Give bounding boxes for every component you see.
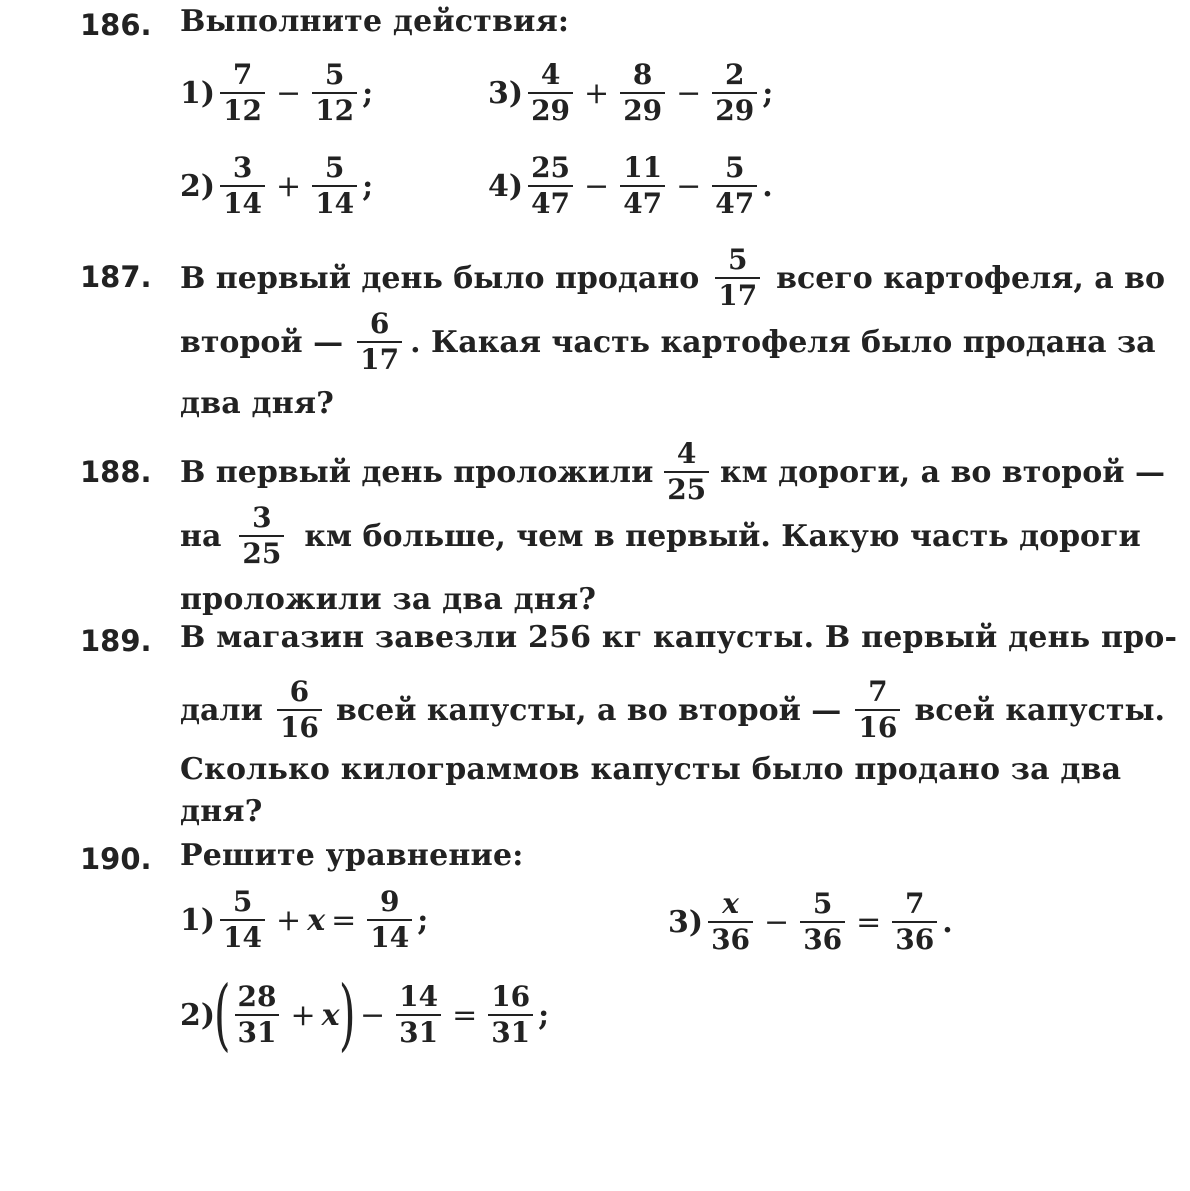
minus-sign: − [584,168,610,204]
problem-188-line-2 [180,498,1165,574]
denominator: 12 [223,94,263,127]
left-parenthesis: ( [213,970,231,1060]
problem-186-item-4 [488,145,773,227]
problem-189-line-3: Сколько килограммов капусты было продано за два [180,752,1122,787]
denominator: 47 [531,187,571,220]
denominator: 31 [399,1016,439,1049]
semicolon: ; [362,168,374,204]
problem-190-item-2 [180,970,549,1060]
denominator: 47 [623,187,663,220]
variable-x: x [321,997,340,1033]
numerator: 6 [369,307,390,340]
fraction [312,151,357,220]
minus-sign: − [359,997,386,1033]
numerator: 25 [531,151,571,184]
denominator: 36 [803,923,843,956]
fraction [277,675,322,744]
denominator: 16 [858,711,898,744]
item-label: 2) [180,168,216,204]
numerator: 5 [812,887,833,920]
problem-186-title: Выполните действия: [180,4,570,39]
text: всей капусты. [914,692,1165,728]
problem-number-187: 187. [80,260,152,294]
fraction [367,885,412,954]
equals-sign: = [331,902,357,938]
fraction [220,58,265,127]
problem-190-item-1 [180,882,428,958]
minus-sign: − [676,168,702,204]
denominator: 14 [223,921,263,954]
fraction [855,675,900,744]
denominator: 17 [718,279,758,312]
fraction [220,885,265,954]
problem-186-item-1 [180,52,373,134]
period: . [942,904,953,940]
denominator: 31 [237,1016,277,1049]
denominator: 14 [315,187,355,220]
fraction [528,151,573,220]
fraction [357,307,402,376]
item-label: 2) [180,997,216,1033]
text: км дороги, а во второй — [720,454,1165,490]
equals-sign: = [452,997,478,1033]
problem-186-item-3 [488,52,773,134]
numerator: 5 [324,58,345,91]
problem-187-line-3: два дня? [180,386,335,421]
item-label: 4) [488,168,524,204]
numerator: 5 [728,243,748,276]
problem-186-item-2 [180,145,373,227]
semicolon: ; [762,75,774,111]
problem-190-item-3 [668,884,953,960]
fraction [312,58,357,127]
problem-189-line-2 [180,672,1165,748]
text: всей капусты, а во второй — [336,692,842,728]
period: . [762,168,773,204]
fraction [220,151,265,220]
denominator: 31 [491,1016,531,1049]
item-label: 3) [668,904,704,940]
problem-number-189: 189. [80,624,152,658]
numerator: 7 [868,675,888,708]
numerator: 5 [725,151,745,184]
denominator: 29 [531,94,571,127]
problem-187-line-2 [180,304,1165,380]
semicolon: ; [362,75,374,111]
numerator: 28 [237,980,277,1013]
numerator: 5 [324,151,345,184]
text: всего картофеля, а во [776,260,1165,296]
denominator: 36 [711,923,751,956]
numerator: 7 [232,58,253,91]
text: дали [180,692,263,728]
numerator: 9 [379,885,400,918]
problem-190-title: Решите уравнение: [180,838,524,873]
blank-margin [0,1060,1190,1191]
minus-sign: − [764,904,790,940]
denominator: 29 [623,94,663,127]
fraction [892,887,937,956]
fraction [239,501,284,570]
problem-number-190: 190. [80,842,152,876]
semicolon: ; [538,997,550,1033]
plus-sign: + [276,902,302,938]
problem-number-188: 188. [80,455,152,489]
fraction [528,58,573,127]
numerator: 16 [491,980,531,1013]
denominator: 36 [895,923,935,956]
problem-189-line-4: дня? [180,794,263,829]
fraction [235,980,280,1049]
numerator: 3 [252,501,272,534]
numerator: 8 [632,58,653,91]
fraction [664,437,709,506]
problem-189-line-1: В магазин завезли 256 кг капусты. В первый день про- [180,620,1178,655]
numerator: 14 [399,980,439,1013]
numerator: 11 [623,151,663,184]
fraction [708,887,753,956]
fraction [620,58,665,127]
text: В первый день проложили [180,454,654,490]
fraction [712,151,757,220]
plus-sign: + [584,75,610,111]
equals-sign: = [856,904,882,940]
numerator: 3 [232,151,253,184]
text: . Какая часть картофеля было продана за [410,324,1156,360]
fraction [800,887,845,956]
semicolon: ; [417,902,429,938]
denominator: 14 [223,187,263,220]
text: второй — [180,324,344,360]
denominator: 14 [370,921,410,954]
denominator: 25 [242,537,282,570]
item-label: 3) [488,75,524,111]
fraction [396,980,441,1049]
plus-sign: + [290,997,316,1033]
text: В первый день было продано [180,260,700,296]
problem-188-line-3: проложили за два дня? [180,582,597,617]
denominator: 25 [667,473,707,506]
fraction [488,980,533,1049]
fraction [715,243,760,312]
fraction [712,58,757,127]
variable-x: x [307,902,326,938]
minus-sign: − [676,75,702,111]
numerator: x [722,887,739,920]
right-parenthesis: ) [338,970,356,1060]
numerator: 2 [725,58,745,91]
text: на [180,518,222,554]
numerator: 6 [289,675,310,708]
numerator: 4 [540,58,561,91]
minus-sign: − [276,75,302,111]
problem-number-186: 186. [80,8,152,42]
plus-sign: + [276,168,302,204]
numerator: 7 [905,887,925,920]
numerator: 5 [232,885,253,918]
item-label: 1) [180,75,216,111]
denominator: 29 [715,94,755,127]
numerator: 4 [676,437,697,470]
item-label: 1) [180,902,216,938]
denominator: 47 [715,187,755,220]
denominator: 17 [360,343,400,376]
text: км больше, чем в первый. Какую часть дороги [304,518,1141,554]
denominator: 12 [315,94,355,127]
fraction [620,151,665,220]
denominator: 16 [279,711,319,744]
